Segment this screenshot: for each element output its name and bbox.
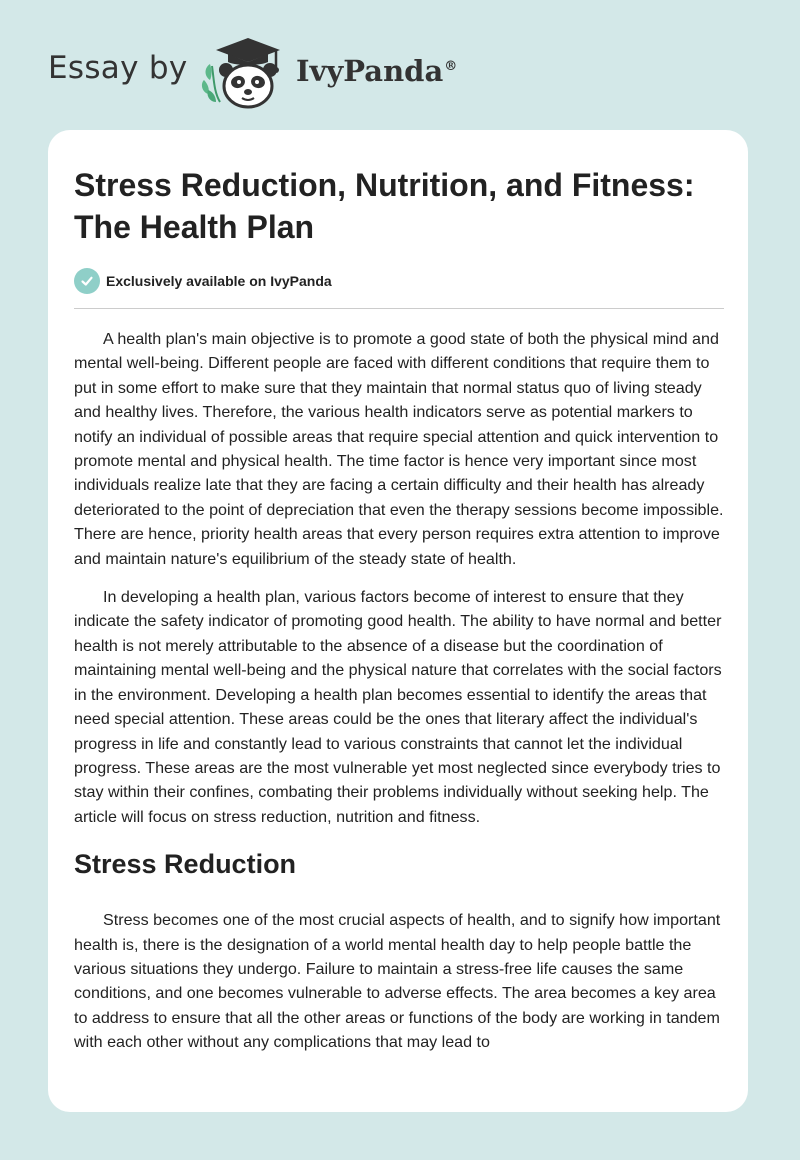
check-icon	[74, 268, 100, 294]
brand-name[interactable]: IvyPanda®	[296, 54, 458, 88]
essay-card	[48, 130, 748, 1112]
paragraph-health-plan: In developing a health plan, various factors become of interest to ensure that they indicate the safety indicator of promoting good health. The ability to have normal and better health is not merely attributable to the absence of a disease but the coordination of maintaining mental well-being and the physical nature that correlates with the social factors in the environment. Developing a health plan becomes essential to identify the areas that need special attention. These areas could be the ones that literary affect the individual's progress in life and constantly lead to various constraints that cannot let the individual progress. These areas are the most vulnerable yet most neglected since everybody tries to stay within their confines, combating their problems individually without seeking help. The article will focus on stress reduction, nutrition and fitness.	[74, 588, 722, 826]
essay-by-label: Essay by	[48, 50, 188, 86]
paragraph-stress: Stress becomes one of the most crucial aspects of health, and to signify how important health is, there is the designation of a world mental health day to help people battle the various situations they undergo. Failure to maintain a stress-free life causes the same conditions, and one becomes vulnerable to adverse effects. The area becomes a key area to address to ensure that all the other areas or functions of the body are working in tandem with each other without any complications that may lead to	[74, 911, 721, 1052]
panda-graduate-logo-icon[interactable]	[200, 36, 288, 110]
essay-title: Stress Reduction, Nutrition, and Fitness: The Health Plan	[74, 167, 695, 245]
exclusive-badge-text: Exclusively available on IvyPanda	[106, 273, 332, 289]
essay-content	[74, 164, 724, 1055]
site-header	[0, 0, 800, 130]
paragraph-intro: A health plan's main objective is to promote a good state of both the physical mind and mental well-being. Different people are faced with different conditions that require them to put in some effort to make sure that they maintain that normal status quo of living steady and healthy lives. Therefore, the various health indicators serve as potential markers to notify an individual of possible areas that require special attention and quick intervention to promote mental and physical health. The time factor is hence very important since most individuals realize late that they are facing a certain difficulty and their health has already deteriorated to the point of depreciation that even the therapy sessions become impossible. There are hence, priority health areas that every person requires extra attention to improve and maintain nature's equilibrium of the steady state of health.	[74, 330, 724, 568]
registered-mark: ®	[444, 59, 458, 75]
exclusive-badge	[74, 266, 724, 296]
section-heading-stress-reduction: Stress Reduction	[74, 849, 297, 880]
title-divider	[74, 308, 724, 309]
